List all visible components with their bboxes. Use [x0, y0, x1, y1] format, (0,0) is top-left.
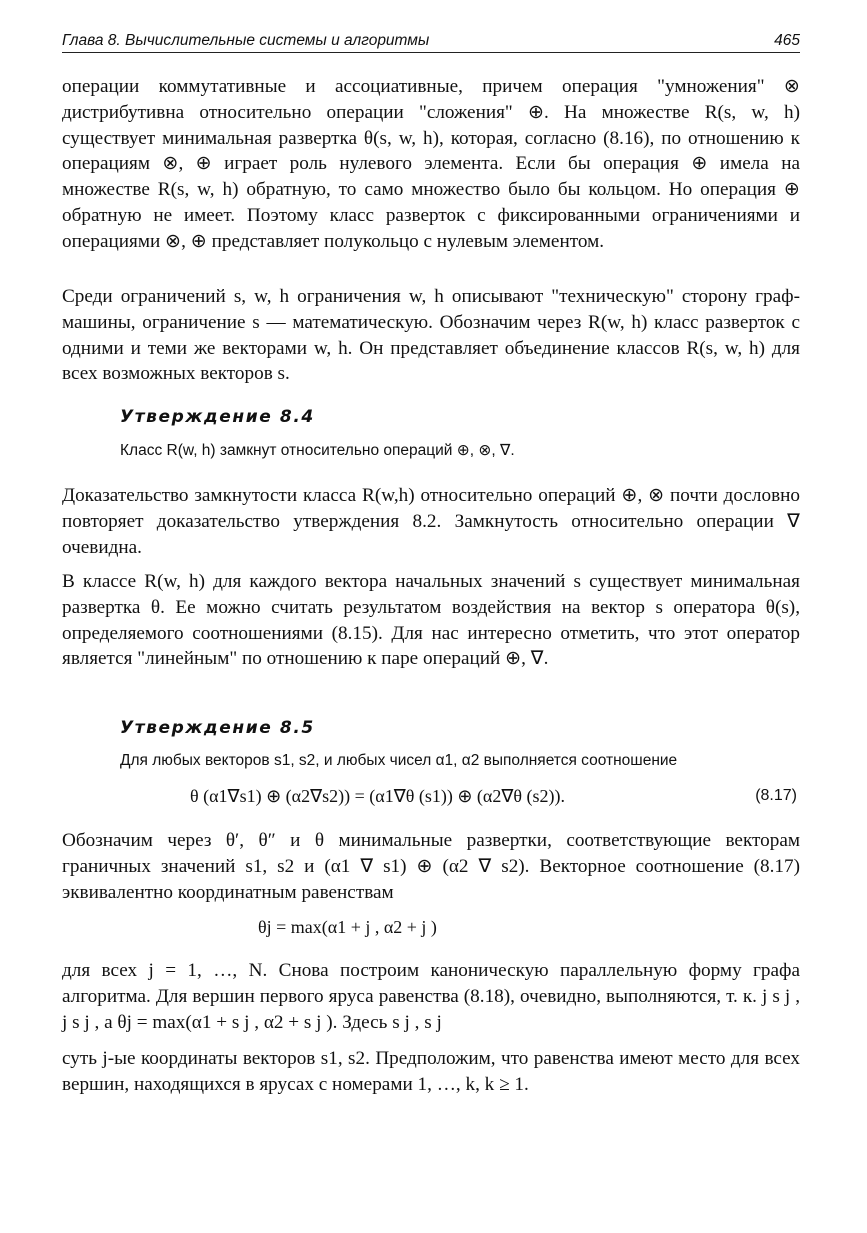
paragraph-5-block	[62, 828, 800, 905]
paragraph: В классе R(w, h) для каждого вектора начальных значений s существует минимальная развертка θ. Ее можно считать результатом воздействия на вектор s оператора θ(s), определяемого соотношениями (8.15). Для нас интересно отметить, что этот оператор является "линейным" по отношению к паре операций ⊕, ∇.	[62, 571, 800, 670]
paragraph-7-block	[62, 1046, 800, 1098]
paragraph-2-block	[62, 284, 800, 387]
paragraph-3-block	[62, 483, 800, 560]
statement-heading: Утверждение 8.4	[120, 407, 315, 427]
paragraph: Обозначим через θ′, θ″ и θ минимальные развертки, соответствующие векторам граничных значений s1, s2 и (α1 ∇ s1) ⊕ (α2 ∇ s2). Векторное соотношение (8.17) эквивалентно координатным равенствам	[62, 830, 800, 903]
statement-text: Класс R(w, h) замкнут относительно операций ⊕, ⊗, ∇.	[120, 442, 515, 459]
equation-8-18: θj = max(α1 + j , α2 + j )	[258, 917, 437, 937]
page-number: 465	[774, 32, 800, 49]
page-header	[62, 30, 800, 53]
statement-text: Для любых векторов s1, s2, и любых чисел α1, α2 выполняется соотношение	[120, 752, 678, 769]
chapter-title: Глава 8. Вычислительные системы и алгоритмы	[62, 32, 430, 49]
paragraph: операции коммутативные и ассоциативные, причем операция "умножения" ⊗ дистрибутивна относительно операции "сложения" ⊕. На множестве R(s, w, h) существует минимальная развертка θ(s, w, h), которая, согласно (8.16), по отношению к операциям ⊗, ⊕ играет роль нулевого элемента. Если бы операция ⊕ имела на множестве R(s, w, h) обратную, то само множество было бы кольцом. Но операция ⊕ обратную не имеет. Поэтому класс разверток с фиксированными ограничениями и операциями ⊗, ⊕ представляет полукольцо с нулевым элементом.	[62, 76, 800, 252]
paragraph-4-block	[62, 569, 800, 672]
paragraph-1-block	[62, 74, 800, 255]
equation-number: (8.17)	[755, 787, 797, 804]
paragraph: суть j-ые координаты векторов s1, s2. Предположим, что равенства имеют место для всех вершин, находящихся в ярусах с номерами 1, …, k, k ≥ 1.	[62, 1048, 800, 1095]
equation-8-17: θ (α1∇s1) ⊕ (α2∇s2)) = (α1∇θ (s1)) ⊕ (α2∇θ (s2)).	[190, 786, 566, 806]
paragraph: для всех j = 1, …, N. Снова построим каноническую параллельную форму графа алгоритма. Для вершин первого яруса равенства (8.18), очевидно, выполняются, т. к. j s j , j s j , а θj = max(α1 + s j , α2 + s j ). Здесь s j , s j	[62, 960, 800, 1033]
paragraph: Среди ограничений s, w, h ограничения w, h описывают "техническую" сторону граф-машины, ограничение s — математическую. Обозначим через R(w, h) класс разверток с одними и теми же векторами w, h. Он представляет объединение классов R(s, w, h) для всех возможных векторов s.	[62, 286, 800, 385]
statement-heading: Утверждение 8.5	[120, 718, 315, 738]
paragraph: Доказательство замкнутости класса R(w,h) относительно операций ⊕, ⊗ почти дословно повторяет доказательство утверждения 8.2. Замкнутость относительно операции ∇ очевидна.	[62, 485, 800, 558]
paragraph-6-block	[62, 958, 800, 1035]
